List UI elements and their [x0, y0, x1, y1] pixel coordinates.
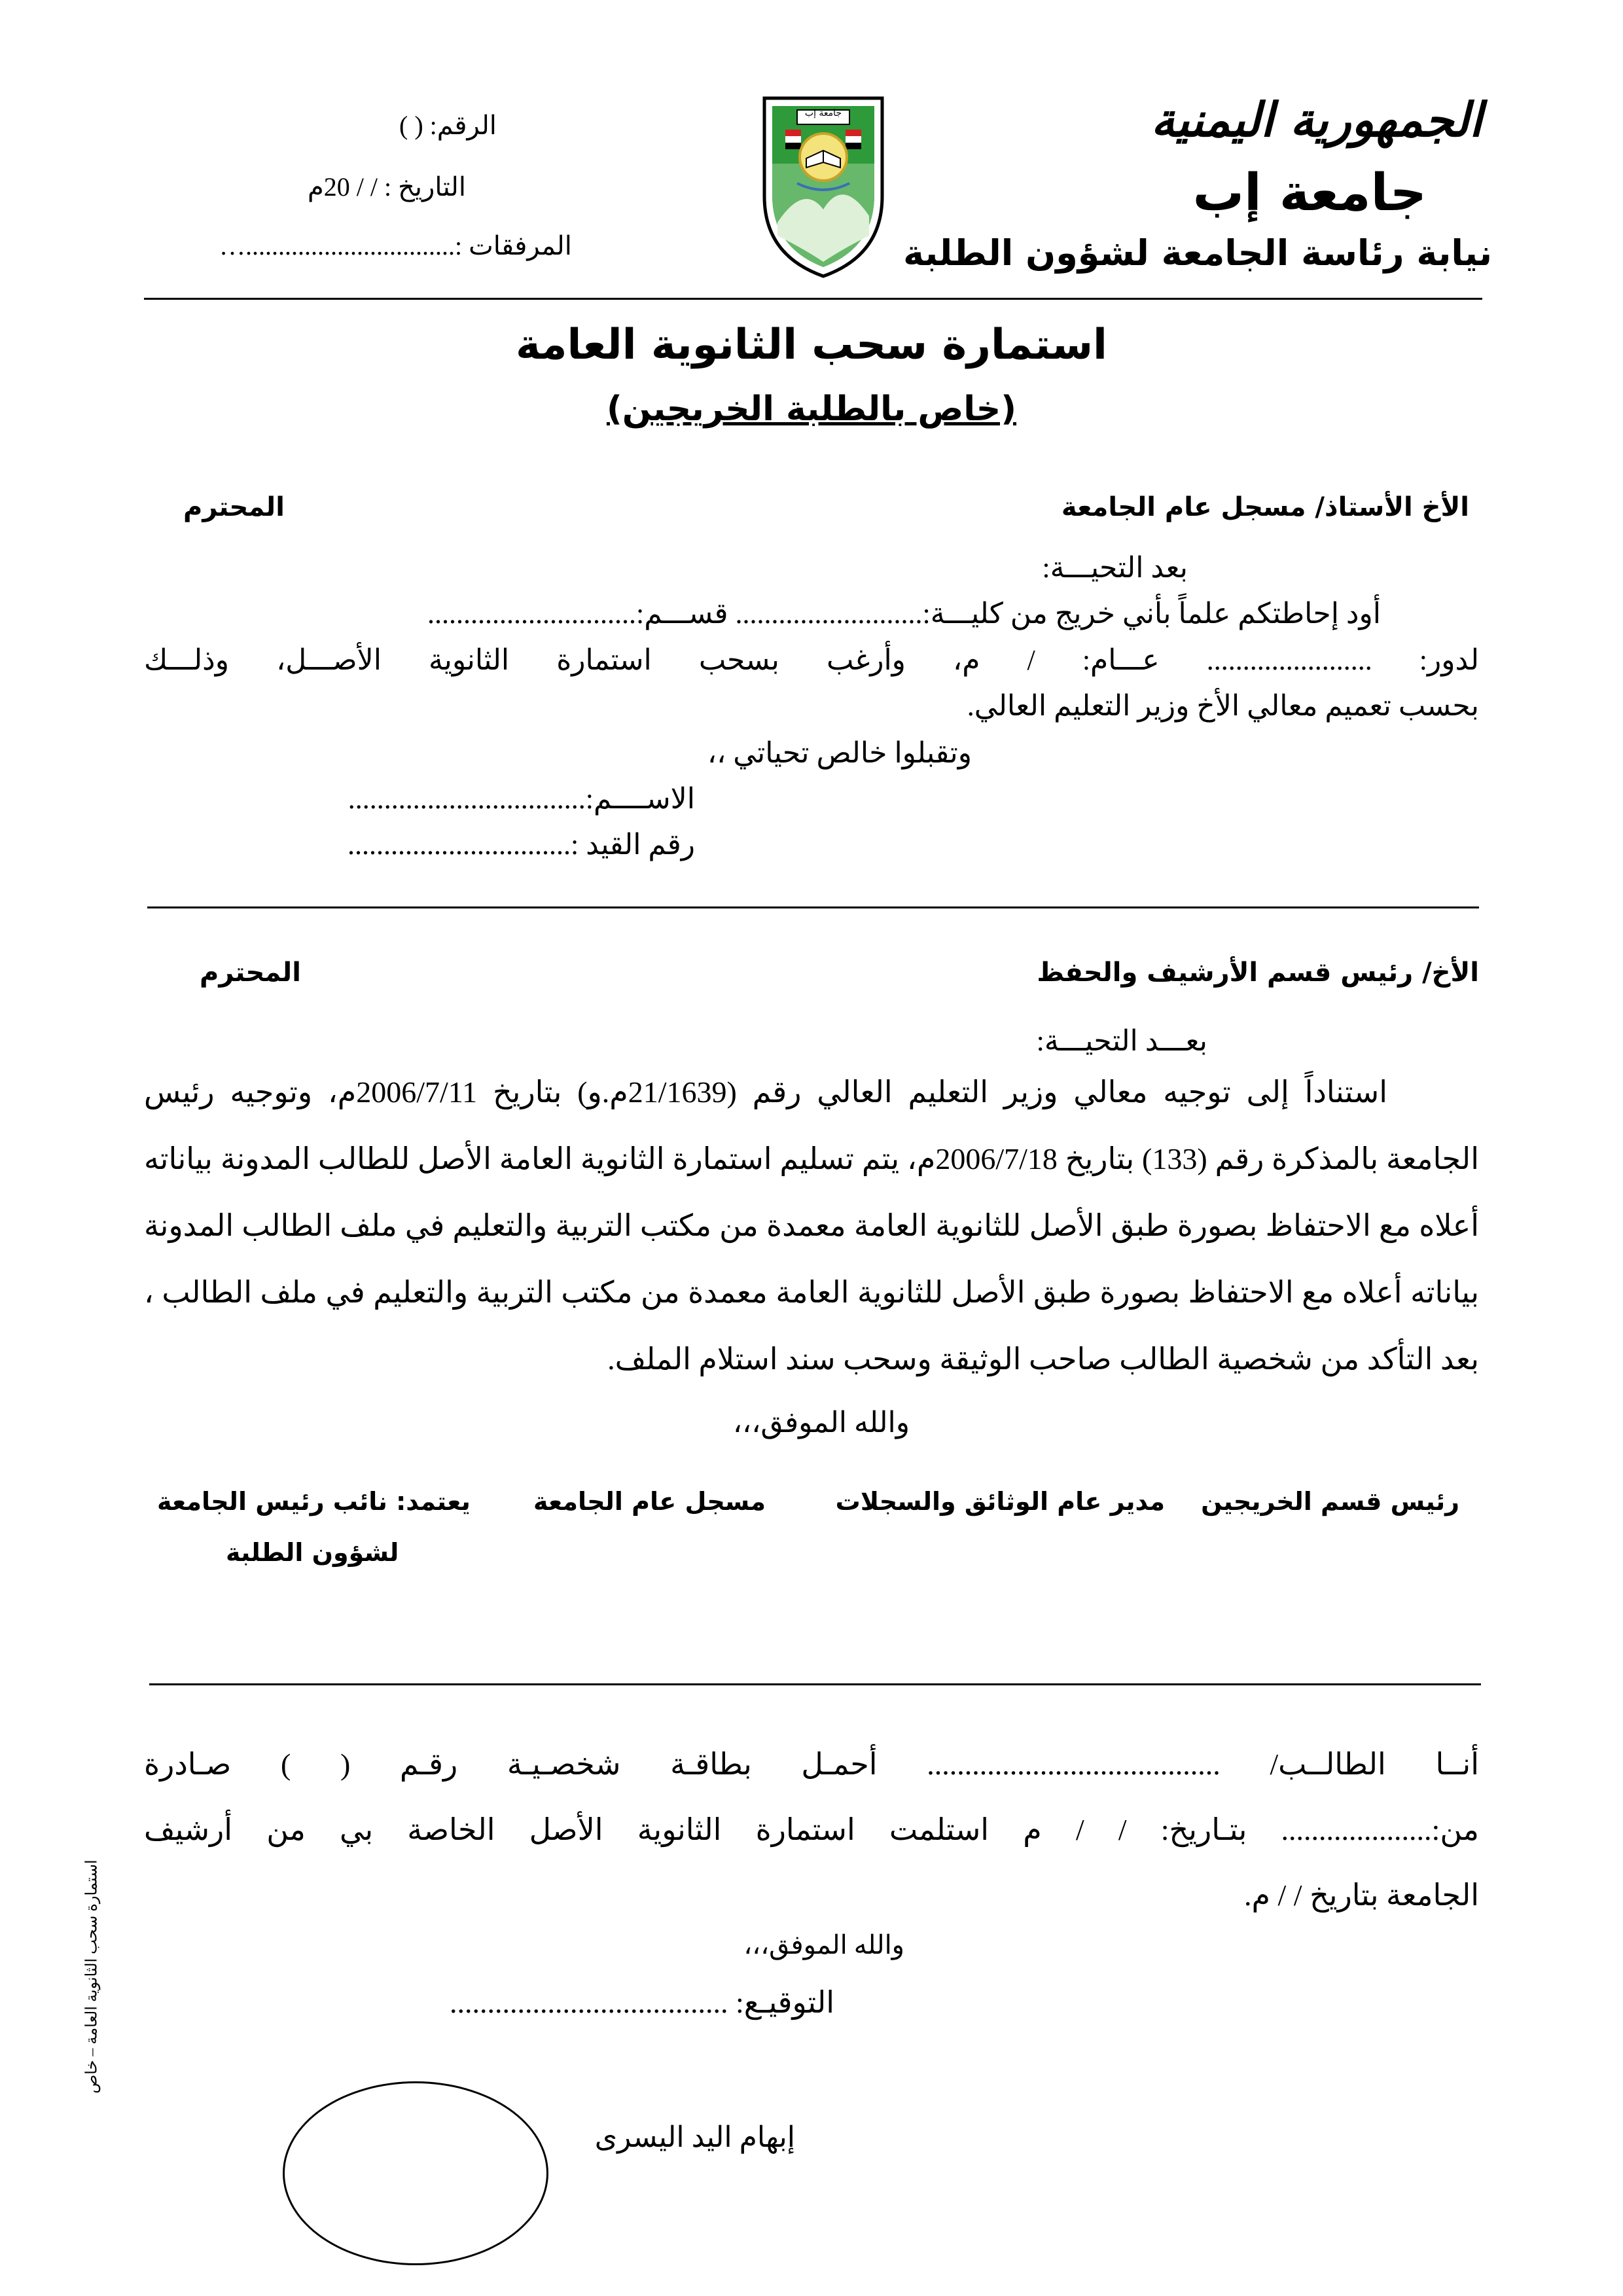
receipt-line-3: الجامعة بتاريخ / / م. — [1244, 1878, 1479, 1912]
greeting-2: بعـــد التحيـــة: — [1036, 1025, 1207, 1057]
government-name: الجمهورية اليمنية — [1150, 92, 1482, 147]
respected-label-2: المحترم — [200, 958, 301, 988]
thumbprint-label: إبهام اليد اليسرى — [594, 2121, 795, 2153]
closing-3: والله الموفق،،، — [743, 1930, 904, 1960]
signature-vice-president: يعتمد: نائب رئيس الجامعة — [157, 1487, 471, 1516]
header-divider — [144, 298, 1482, 300]
receipt-line-2: من:.................... بتـاريخ: / / م استلمت استمارة الثانوية الأصل الخاصة بي من أرشيف — [144, 1813, 1479, 1846]
department-name: نيابة رئاسة الجامعة لشؤون الطلبة — [903, 232, 1492, 274]
registration-number-field: رقم القيد :............................... — [347, 829, 695, 861]
signature-vice-president-line2: لشؤون الطلبة — [226, 1538, 399, 1567]
logo-banner: جامعة إب — [804, 108, 842, 118]
signature-graduates-head: رئيس قسم الخريجين — [1201, 1487, 1459, 1516]
request-line-3: بحسب تعميم معالي الأخ وزير التعليم العالي. — [967, 690, 1479, 722]
closing-2: والله الموفق،،، — [732, 1407, 910, 1439]
archive-addressee: الأخ/ رئيس قسم الأرشيف والحفظ — [1037, 958, 1479, 988]
receipt-line-1: أنــا الطالــب/ ....................................... أحمـل بطاقـة شخصـيـة رقـم ( ) صـادرة — [144, 1748, 1479, 1781]
signature-records-director: مدير عام الوثائق والسجلات — [835, 1487, 1165, 1516]
ref-number: الرقم: ( ) — [399, 111, 497, 140]
form-subtitle: (خاص بالطلبة الخريجين) — [606, 389, 1017, 429]
request-line-2: لدور: ....................... عـــام: / م، وأرغب بسحب استمارة الثانوية الأصـــل، وذلـــك — [144, 644, 1479, 676]
student-name-field: الاســــم:................................. — [348, 783, 695, 815]
attachments-field: المرفقات :................................… — [219, 231, 572, 260]
thumbprint-oval — [283, 2081, 548, 2265]
student-signature-field: التوقيـع: ..................................... — [449, 1986, 834, 2019]
request-line-1: أود إحاطتكم علماً بأني خريج من كليـــة:.......................... قســـم:............................. — [427, 598, 1381, 630]
closing-1: وتقبلوا خالص تحياتي ،، — [707, 737, 972, 769]
registrar-addressee: الأخ الأستاذ/ مسجل عام الجامعة — [1061, 492, 1469, 522]
archive-instruction-paragraph: استناداً إلى توجيه معالي وزير التعليم العالي رقم (21/1639م.و) بتاريخ 2006/7/11م، وتوجيه رئيس الجامعة بالمذكرة رقم (133) بتاريخ 2006/7/18م، يتم تسليم استمارة الثانوية العامة الأصل للطالب المدونة بياناته أعلاه مع الاحتفاظ بصورة طبق الأصل للثانوية العامة معمدة من مكتب التربية والتعليم في ملف الطالب المدونة بياناته أعلاه مع الاحتفاظ بصورة طبق الأصل للثانوية العامة معمدة من مكتب التربية والتعليم في ملف الطالب ، بعد التأكد من شخصية الطالب صاحب الوثيقة وسحب سند استلام الملف. — [144, 1075, 1479, 1376]
signature-registrar: مسجل عام الجامعة — [533, 1487, 766, 1516]
greeting-1: بعد التحيـــة: — [1042, 552, 1188, 584]
section2-divider — [149, 1683, 1481, 1685]
side-note: استمارة سحب الثانوية العامة – خاص — [83, 1859, 101, 2094]
respected-label-1: المحترم — [183, 492, 285, 522]
form-title: استمارة سحب الثانوية العامة — [516, 321, 1107, 369]
section1-divider — [147, 906, 1479, 908]
date-field: التاريخ : / / 20م — [308, 172, 466, 202]
university-name: جامعة إب — [1192, 164, 1427, 223]
